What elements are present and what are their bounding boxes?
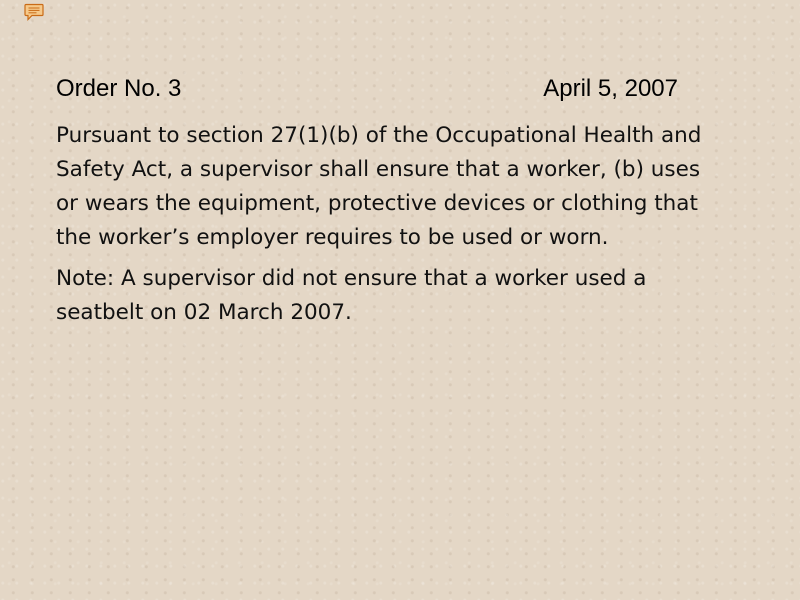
order-note-paragraph bbox=[56, 262, 756, 330]
order-body-paragraph bbox=[56, 119, 756, 255]
order-date: April 5, 2007 bbox=[543, 75, 678, 102]
comment-icon[interactable] bbox=[24, 3, 44, 21]
body-line: Safety Act, a supervisor shall ensure that a worker, (b) uses bbox=[56, 157, 701, 182]
order-title: Order No. 3 bbox=[56, 75, 182, 102]
note-line: seatbelt on 02 March 2007. bbox=[56, 300, 352, 325]
body-line: the worker’s employer requires to be used or worn. bbox=[56, 225, 609, 250]
body-line: or wears the equipment, protective devices or clothing that bbox=[56, 191, 698, 216]
order-heading bbox=[56, 72, 678, 106]
note-line: Note: A supervisor did not ensure that a worker used a bbox=[56, 266, 647, 291]
body-line: Pursuant to section 27(1)(b) of the Occupational Health and bbox=[56, 123, 702, 148]
